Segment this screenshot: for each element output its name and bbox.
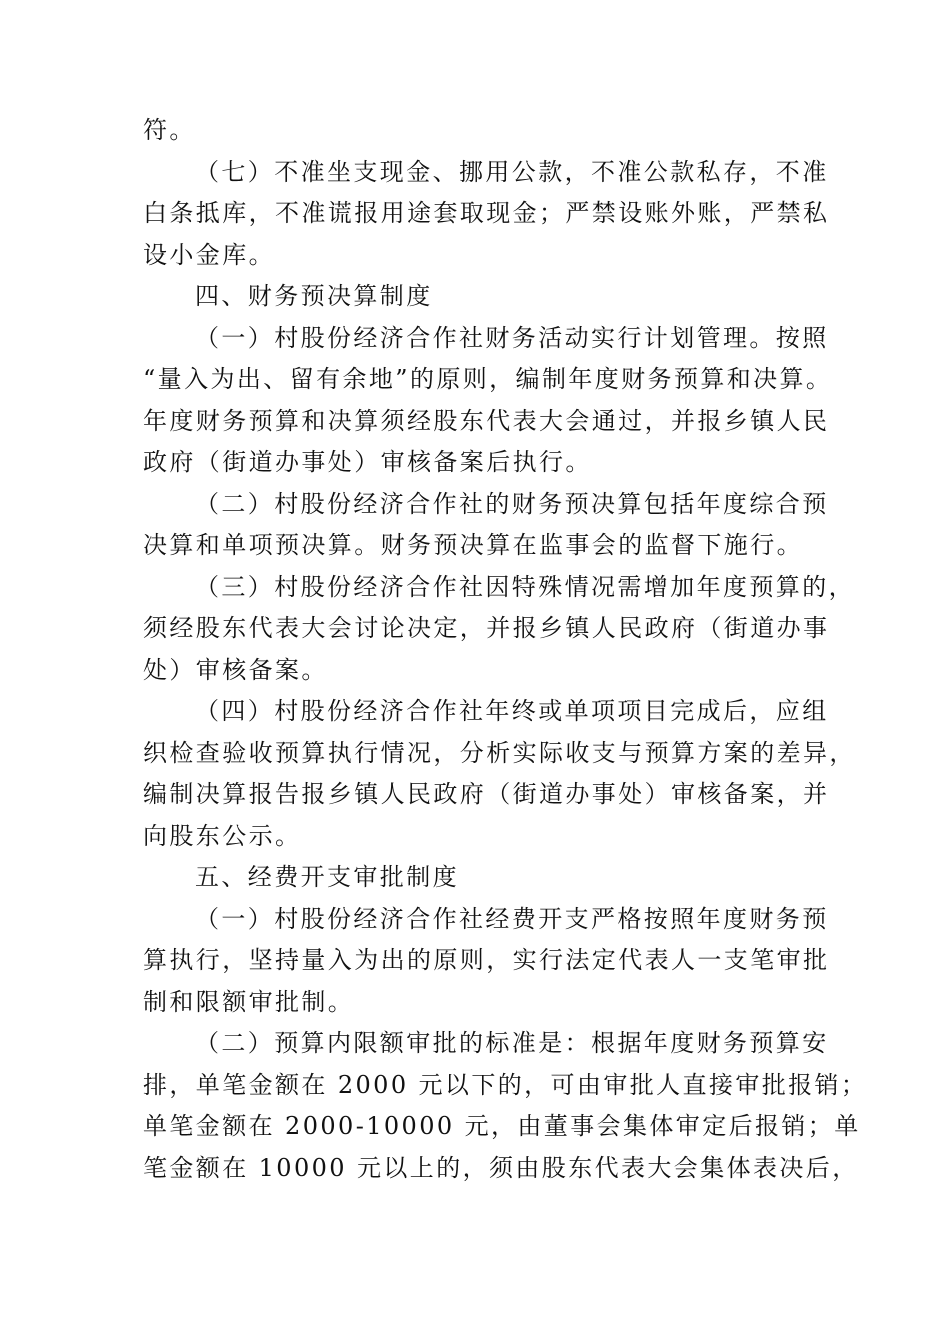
text-line: （二）村股份经济合作社的财务预决算包括年度综合预	[195, 489, 829, 518]
text-line: 符。	[143, 116, 196, 144]
text-line: （四）村股份经济合作社年终或单项项目完成后，应组	[195, 697, 829, 725]
text-line: 织检查验收预算执行情况，分析实际收支与预算方案的差异，	[143, 738, 856, 767]
text-line: 政府（街道办事处）审核备案后执行。	[143, 448, 592, 476]
text-line: 年度财务预算和决算须经股东代表大会通过，并报乡镇人民	[143, 406, 830, 435]
text-line: （一）村股份经济合作社财务活动实行计划管理。按照	[195, 323, 829, 352]
text-line: 算执行，坚持量入为出的原则，实行法定代表人一支笔审批	[143, 946, 830, 974]
text-line: 单笔金额在 2000-10000 元，由董事会集体审定后报销；单	[143, 1112, 861, 1140]
text-line: （二）预算内限额审批的标准是：根据年度财务预算安	[195, 1029, 829, 1057]
text-line: 笔金额在 10000 元以上的，须由股东代表大会集体表决后，	[143, 1153, 859, 1182]
text-line: 处）审核备案。	[143, 655, 328, 684]
text-line: 排，单笔金额在 2000 元以下的，可由审批人直接审批报销；	[143, 1070, 868, 1099]
text-line: 制和限额审批制。	[143, 987, 355, 1016]
text-line: “量入为出、留有余地”的原则，编制年度财务预算和决算。	[143, 365, 833, 393]
text-line: 白条抵库，不准谎报用途套取现金；严禁设账外账，严禁私	[143, 199, 830, 227]
text-line: 编制决算报告报乡镇人民政府（街道办事处）审核备案，并	[143, 780, 830, 808]
text-line: （七）不准坐支现金、挪用公款，不准公款私存，不准	[195, 157, 829, 186]
text-line: 设小金库。	[143, 240, 275, 269]
document-body	[143, 110, 868, 1189]
text-line: 决算和单项预决算。财务预决算在监事会的监督下施行。	[143, 531, 803, 559]
section-heading: 五、经费开支审批制度	[195, 863, 459, 891]
text-line: 向股东公示。	[143, 821, 302, 850]
section-heading: 四、财务预决算制度	[195, 282, 433, 310]
text-line: （三）村股份经济合作社因特殊情况需增加年度预算的，	[195, 572, 855, 601]
text-line: 须经股东代表大会讨论决定，并报乡镇人民政府（街道办事	[143, 614, 830, 642]
text-line: （一）村股份经济合作社经费开支严格按照年度财务预	[195, 904, 829, 933]
